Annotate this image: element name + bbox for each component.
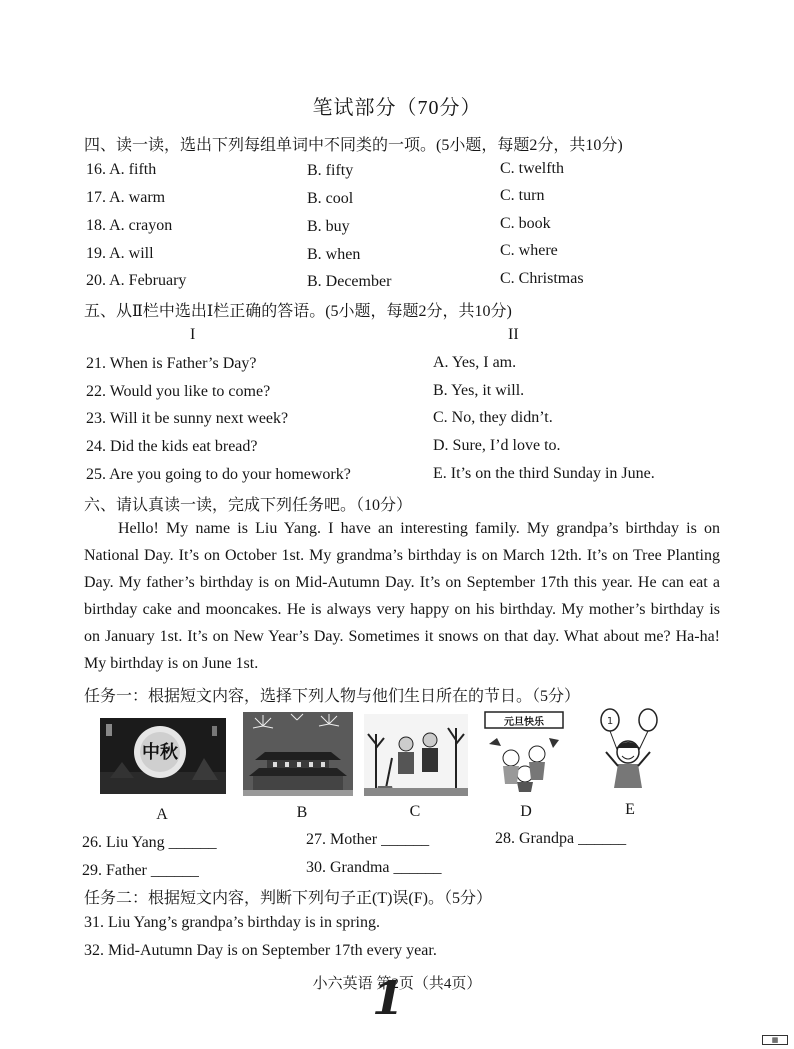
q20-option-a: 20. A. February: [86, 272, 187, 289]
q23-question: 23. Will it be sunny next week?: [86, 410, 289, 427]
page-number-mark: 1: [372, 971, 405, 1025]
column-i-header: I: [190, 326, 196, 343]
q16-option-a: 16. A. fifth: [86, 161, 157, 178]
q22-question: 22. Would you like to come?: [86, 383, 271, 400]
q17-option-b: B. cool: [307, 190, 354, 207]
q21-question: 21. When is Father’s Day?: [86, 355, 257, 372]
svg-text:1: 1: [606, 716, 614, 727]
q29-blank: 29. Father ______: [82, 862, 199, 879]
corner-logo-icon: ▦: [762, 1035, 788, 1045]
q30-blank: 30. Grandma ______: [306, 859, 442, 876]
section-6-heading: 六、请认真读一读，完成下列任务吧。（10分）: [84, 497, 413, 514]
q16-option-b: B. fifty: [307, 162, 354, 179]
q25-question: 25. Are you going to do your homework?: [86, 466, 351, 483]
task-2-heading: 任务二：根据短文内容，判断下列句子正(T)误(F)。（5分）: [84, 890, 492, 907]
picture-label-a: A: [156, 806, 168, 823]
answer-d: D. Sure, I’d love to.: [433, 437, 561, 454]
q18-option-a: 18. A. crayon: [86, 217, 173, 234]
picture-label-b: B: [296, 804, 308, 821]
q16-option-c: C. twelfth: [500, 160, 564, 177]
new-year-picture: [483, 710, 565, 794]
page-title: 笔试部分（70分）: [312, 97, 482, 119]
page-footer: 小六英语 第2页（共4页）: [312, 976, 482, 992]
national-day-fireworks-picture: [243, 712, 353, 796]
q18-option-c: C. book: [500, 215, 551, 232]
tree-planting-picture: [364, 714, 468, 796]
mid-autumn-caption: 中秋: [142, 742, 178, 763]
q28-blank: 28. Grandpa ______: [495, 830, 627, 847]
q31-statement: 31. Liu Yang’s grandpa’s birthday is in spring.: [84, 914, 380, 931]
answer-c: C. No, they didn’t.: [433, 409, 553, 426]
reading-passage-text: Hello! My name is Liu Yang. I have an interesting family. My grandpa’s birthday is on National Day. It’s on October 1st. My grandma’s birthday is on March 12th. It’s on Tree Planting Day. My father’s birthday is on Mid-Autumn Day. It’s on September 17th this year. He can eat a birthday cake and mooncakes. He is always very happy on his birthday. My mother’s birthday is on January 1st. It’s on New Year’s Day. Sometimes it snows on that day. What about me? Ha-ha! My birthday is on June 1st.: [84, 520, 720, 672]
picture-label-e: E: [625, 801, 635, 818]
q32-statement: 32. Mid-Autumn Day is on September 17th every year.: [84, 942, 437, 959]
q27-blank: 27. Mother ______: [306, 831, 430, 848]
new-year-caption: 元旦快乐: [504, 717, 544, 728]
q20-option-c: C. Christmas: [500, 270, 584, 287]
column-ii-header: II: [508, 326, 519, 343]
q19-option-b: B. when: [307, 246, 361, 263]
picture-label-c: C: [409, 803, 421, 820]
q17-option-c: C. turn: [500, 187, 545, 204]
task-1-heading: 任务一：根据短文内容，选择下列人物与他们生日所在的节日。（5分）: [84, 688, 581, 705]
reading-passage: [84, 515, 720, 677]
q19-option-a: 19. A. will: [86, 245, 154, 262]
childrens-day-balloons-picture: [596, 708, 660, 792]
answer-e: E. It’s on the third Sunday in June.: [433, 465, 655, 482]
q26-blank: 26. Liu Yang ______: [82, 834, 217, 851]
section-4-heading: 四、读一读，选出下列每组单词中不同类的一项。(5小题，每题2分，共10分): [84, 137, 623, 154]
q18-option-b: B. buy: [307, 218, 350, 235]
section-5-heading: 五、从Ⅱ栏中选出Ⅰ栏正确的答语。(5小题，每题2分，共10分): [84, 303, 512, 320]
answer-b: B. Yes, it will.: [433, 382, 525, 399]
q20-option-b: B. December: [307, 273, 392, 290]
q19-option-c: C. where: [500, 242, 558, 259]
mid-autumn-moon-picture: [100, 718, 226, 794]
picture-label-d: D: [520, 803, 532, 820]
q24-question: 24. Did the kids eat bread?: [86, 438, 258, 455]
answer-a: A. Yes, I am.: [433, 354, 517, 371]
q17-option-a: 17. A. warm: [86, 189, 166, 206]
